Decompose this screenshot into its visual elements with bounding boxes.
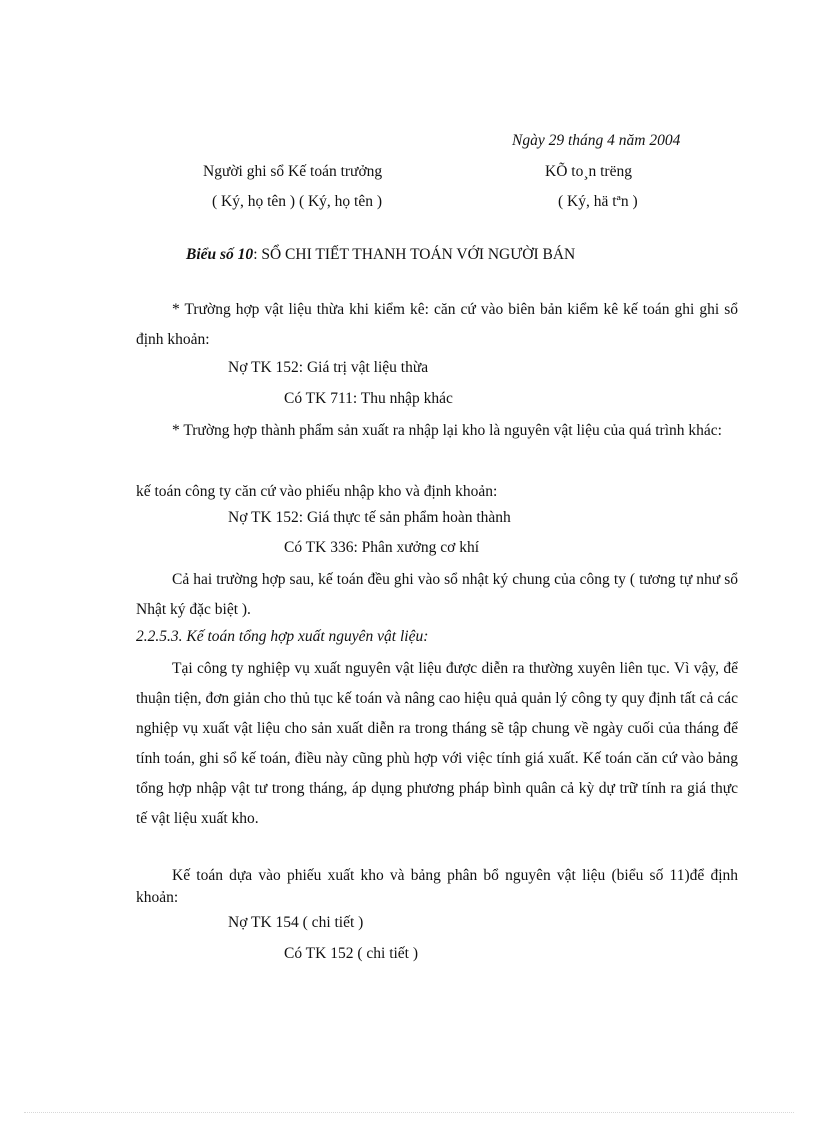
signature-date: Ngày 29 tháng 4 năm 2004 xyxy=(512,132,681,149)
section-heading: 2.2.5.3. Kế toán tổng hợp xuất nguyên vật liệu: xyxy=(136,628,429,645)
signature-title-right: KÕ to¸n trëng xyxy=(545,163,632,180)
entry-1-debit: Nợ TK 152: Giá trị vật liệu thừa xyxy=(228,359,429,376)
paragraph-finished-goods: * Trường hợp thành phẩm sản xuất ra nhập lại kho là nguyên vật liệu của quá trình khác: xyxy=(172,422,722,439)
paragraph-surplus-materials: * Trường hợp vật liệu thừa khi kiểm kê: căn cứ vào biên bản kiểm kê kế toán ghi ghi sổ định khoản: xyxy=(136,301,738,348)
form-caption xyxy=(186,246,575,264)
paragraph-receipt-basis: kế toán công ty căn cứ vào phiếu nhập kho và định khoản: xyxy=(136,483,498,500)
signature-instruction-right: ( Ký, hä tªn ) xyxy=(558,193,638,210)
entry-3-debit: Nợ TK 154 ( chi tiết ) xyxy=(228,914,364,931)
page-bottom-divider xyxy=(24,1112,794,1113)
entry-2-credit: Có TK 336: Phân xưởng cơ khí xyxy=(284,539,480,556)
paragraph-issue-materials: Tại công ty nghiệp vụ xuất nguyên vật liệu được diễn ra thường xuyên liên tục. Vì vậy, để thuận tiện, đơn giản cho thủ tục kế toán và nâng cao hiệu quả quản lý công ty quy định tất cả các nghiệp vụ xuất vật liệu cho sản xuất diễn ra trong tháng sẽ tập chung về ngày cuối của tháng để tính toán, ghi sổ kế toán, điều này cũng phù hợp với việc tính giá xuất. Kế toán căn cứ vào bảng tổng hợp nhập vật tư trong tháng, áp dụng phương pháp bình quân cả kỳ dự trữ tính ra giá thực tế vật liệu xuất kho. xyxy=(136,660,738,827)
entry-1-credit: Có TK 711: Thu nhập khác xyxy=(284,390,453,407)
signature-titles-left: Người ghi sổ Kế toán trưởng xyxy=(203,163,383,180)
form-caption-title: : SỔ CHI TIẾT THANH TOÁN VỚI NGƯỜI BÁN xyxy=(253,246,576,263)
form-caption-label: Biểu số 10 xyxy=(186,246,254,263)
entry-2-debit: Nợ TK 152: Giá thực tế sản phẩm hoàn thành xyxy=(228,509,511,526)
paragraph-general-journal: Cả hai trường hợp sau, kế toán đều ghi vào sổ nhật ký chung của công ty ( tương tự như sổ Nhật ký đặc biệt ). xyxy=(136,571,738,618)
entry-3-credit: Có TK 152 ( chi tiết ) xyxy=(284,945,419,962)
signature-instructions-left: ( Ký, họ tên ) ( Ký, họ tên ) xyxy=(212,193,383,210)
paragraph-issue-slip: Kế toán dựa vào phiếu xuất kho và bảng phân bổ nguyên vật liệu (biểu số 11)để định khoản: xyxy=(136,867,738,906)
